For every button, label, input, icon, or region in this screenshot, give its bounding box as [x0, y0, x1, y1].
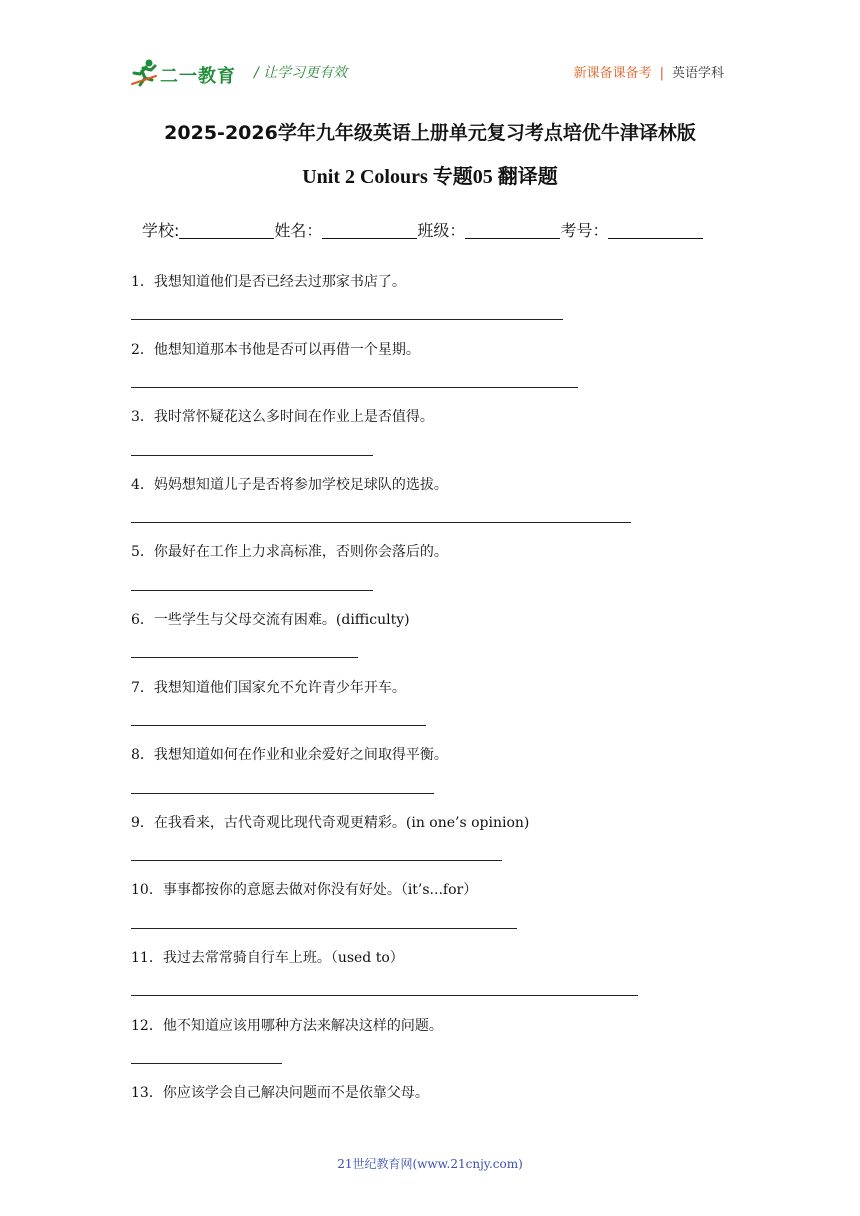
header-subject-part1: 新课备课备考: [573, 66, 652, 81]
question-text: 7．我想知道他们国家允不允许青少年开车。: [131, 680, 406, 696]
name-blank: [322, 222, 417, 239]
header-separator: |: [659, 66, 664, 81]
header-subject: [574, 62, 724, 81]
document-subtitle: Unit 2 Colours 专题05 翻译题: [302, 166, 558, 188]
number-label: 考号：: [560, 221, 609, 240]
name-label: 姓名：: [274, 221, 323, 240]
logo: [130, 58, 242, 88]
answer-line: [131, 995, 638, 996]
number-blank: [608, 222, 703, 239]
class-blank: [465, 222, 560, 239]
answer-line: [131, 657, 358, 658]
answer-line: [131, 1063, 282, 1064]
header-subject-part2: 英语学科: [671, 66, 724, 81]
answer-line: [131, 793, 434, 794]
answer-line: [131, 455, 373, 456]
document-title: 2025-2026学年九年级英语上册单元复习考点培优牛津译林版: [164, 122, 696, 144]
question-text: 5．你最好在工作上力求高标准，否则你会落后的。: [131, 544, 448, 560]
answer-line: [131, 319, 563, 320]
page-footer: 21世纪教育网(www.21cnjy.com): [337, 1157, 523, 1171]
question-text: 12．他不知道应该用哪种方法来解决这样的问题。: [131, 1018, 443, 1034]
student-info: [142, 218, 703, 241]
class-label: 班级：: [417, 221, 466, 240]
slogan: / 让学习更有效: [254, 65, 348, 81]
answer-line: [131, 928, 517, 929]
answer-line: [131, 387, 578, 388]
question-text: 10．事事都按你的意愿去做对你没有好处。（it’s...for）: [131, 882, 478, 898]
answer-line: [131, 725, 426, 726]
question-text: 9．在我看来，古代奇观比现代奇观更精彩。(in one’s opinion): [131, 815, 530, 831]
answer-line: [131, 860, 502, 861]
answer-line: [131, 590, 373, 591]
question-text: 11．我过去常常骑自行车上班。（used to）: [131, 950, 404, 966]
school-blank: [179, 222, 274, 239]
question-text: 13．你应该学会自己解决问题而不是依靠父母。: [131, 1085, 429, 1101]
school-label: 学校:: [142, 221, 180, 240]
question-text: 6．一些学生与父母交流有困难。(difficulty): [131, 612, 410, 628]
answer-line: [131, 522, 631, 523]
page-header: [130, 52, 730, 92]
logo-text: 二一教育: [160, 66, 236, 87]
question-text: 8．我想知道如何在作业和业余爱好之间取得平衡。: [131, 747, 448, 763]
question-text: 2．他想知道那本书他是否可以再借一个星期。: [131, 342, 420, 358]
question-text: 4．妈妈想知道儿子是否将参加学校足球队的选拔。: [131, 477, 448, 493]
question-text: 3．我时常怀疑花这么多时间在作业上是否值得。: [131, 409, 434, 425]
runner-icon: [130, 58, 160, 88]
question-text: 1．我想知道他们是否已经去过那家书店了。: [131, 274, 406, 290]
